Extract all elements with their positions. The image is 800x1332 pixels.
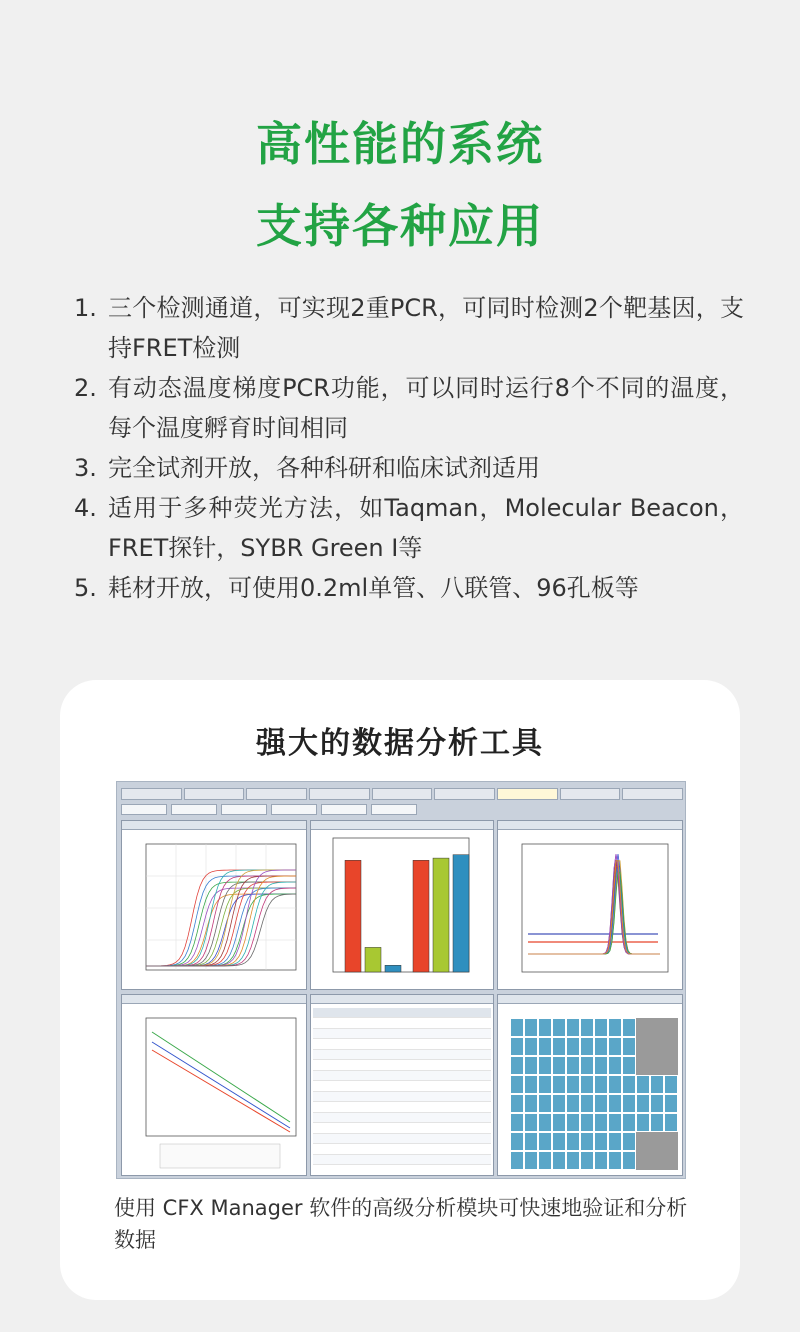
list-item xyxy=(74,448,744,488)
table-row xyxy=(313,1040,491,1050)
plate-well xyxy=(524,1094,538,1113)
bar-chart-panel xyxy=(310,820,494,990)
plate-well xyxy=(580,1018,594,1037)
tab xyxy=(246,788,307,800)
results-table-panel xyxy=(310,994,494,1176)
plate-well xyxy=(650,1056,664,1075)
plate-well xyxy=(594,1094,608,1113)
plate-well xyxy=(664,1151,678,1170)
tab xyxy=(121,788,182,800)
tab xyxy=(560,788,621,800)
tab xyxy=(309,788,370,800)
card-caption: 使用 CFX Manager 软件的高级分析模块可快速地验证和分析数据 xyxy=(114,1196,688,1252)
results-table xyxy=(311,1004,493,1174)
plate-well xyxy=(524,1037,538,1056)
tab xyxy=(622,788,683,800)
list-item-text: 耗材开放，可使用0.2ml单管、八联管、96孔板等 xyxy=(108,574,639,602)
amplification-chart xyxy=(122,830,306,988)
plate-well xyxy=(650,1075,664,1094)
plate-well xyxy=(594,1075,608,1094)
plate-well xyxy=(524,1132,538,1151)
plate-well xyxy=(510,1113,524,1132)
plate-well xyxy=(594,1056,608,1075)
plate-well xyxy=(594,1113,608,1132)
table-row xyxy=(313,1071,491,1081)
table-row xyxy=(313,1113,491,1123)
toolbar-control xyxy=(371,804,417,815)
panel-header xyxy=(311,821,493,830)
plate-well xyxy=(524,1018,538,1037)
table-row xyxy=(313,1008,491,1018)
plate-well xyxy=(566,1094,580,1113)
bar xyxy=(433,858,449,972)
plate-well xyxy=(566,1113,580,1132)
plate-well xyxy=(552,1151,566,1170)
list-item xyxy=(74,568,744,608)
plate-well xyxy=(538,1075,552,1094)
plate-well xyxy=(510,1132,524,1151)
plate-well xyxy=(622,1132,636,1151)
plate-well xyxy=(650,1037,664,1056)
plate-well xyxy=(636,1113,650,1132)
plate-well xyxy=(524,1151,538,1170)
plate-well xyxy=(622,1113,636,1132)
table-row xyxy=(313,1124,491,1134)
plate-well xyxy=(622,1075,636,1094)
tab xyxy=(372,788,433,800)
tab xyxy=(434,788,495,800)
plate-well xyxy=(510,1056,524,1075)
panel-header xyxy=(498,995,682,1004)
plate-well xyxy=(566,1075,580,1094)
amplification-panel xyxy=(121,820,307,990)
plate-well xyxy=(580,1151,594,1170)
card-title: 强大的数据分析工具 xyxy=(256,726,544,761)
table-row xyxy=(313,1019,491,1029)
plate-well xyxy=(650,1132,664,1151)
plate-well xyxy=(622,1094,636,1113)
page-title-line1: 高性能的系统 xyxy=(256,117,544,171)
tab-bar xyxy=(121,788,683,800)
plate-well xyxy=(566,1037,580,1056)
plate-well xyxy=(664,1018,678,1037)
panel-header xyxy=(311,995,493,1004)
list-item-text: 适用于多种荧光方法，如Taqman，Molecular Beacon，FRET探针，SYBR Green I等 xyxy=(108,494,744,562)
plate-well xyxy=(538,1094,552,1113)
plate-well xyxy=(608,1094,622,1113)
list-item-text: 完全试剂开放，各种科研和临床试剂适用 xyxy=(108,454,540,482)
bar-chart xyxy=(311,830,493,988)
feature-list xyxy=(74,288,744,608)
plate-well xyxy=(636,1151,650,1170)
plate-well xyxy=(552,1075,566,1094)
plate-well xyxy=(650,1094,664,1113)
plate-well xyxy=(524,1075,538,1094)
plate-well xyxy=(636,1075,650,1094)
plate-well xyxy=(510,1075,524,1094)
list-item-number: 3. xyxy=(74,454,97,482)
plate-well xyxy=(510,1018,524,1037)
list-item-text: 三个检测通道，可实现2重PCR，可同时检测2个靶基因，支持FRET检测 xyxy=(108,294,744,362)
list-item xyxy=(74,288,744,368)
list-item xyxy=(74,488,744,568)
plate-well xyxy=(510,1151,524,1170)
plate-well xyxy=(538,1037,552,1056)
table-row xyxy=(313,1061,491,1071)
panel-header xyxy=(122,995,306,1004)
plate-well xyxy=(566,1151,580,1170)
panel-header xyxy=(122,821,306,830)
toolbar-control xyxy=(321,804,367,815)
plate-well xyxy=(552,1094,566,1113)
plate-well xyxy=(538,1056,552,1075)
bar xyxy=(453,855,469,972)
software-screenshot xyxy=(116,781,686,1179)
plate-well xyxy=(580,1132,594,1151)
plate-well xyxy=(664,1037,678,1056)
plate-well xyxy=(664,1113,678,1132)
plate-well xyxy=(538,1151,552,1170)
plate-well xyxy=(608,1018,622,1037)
plate-well xyxy=(552,1018,566,1037)
plate-well xyxy=(608,1113,622,1132)
plate-well xyxy=(622,1037,636,1056)
toolbar-control xyxy=(271,804,317,815)
plate-well xyxy=(510,1094,524,1113)
plate-well xyxy=(552,1037,566,1056)
plate-well xyxy=(538,1018,552,1037)
toolbar-control xyxy=(121,804,167,815)
plate-well xyxy=(566,1056,580,1075)
plate-well xyxy=(650,1151,664,1170)
list-item-number: 1. xyxy=(74,294,97,322)
plate-well xyxy=(636,1037,650,1056)
standard-curve-chart xyxy=(122,1004,306,1174)
table-row xyxy=(313,1145,491,1155)
plate-well xyxy=(580,1094,594,1113)
plate-well xyxy=(566,1132,580,1151)
plate-well xyxy=(594,1151,608,1170)
plate-well xyxy=(552,1113,566,1132)
tab xyxy=(184,788,245,800)
table-row xyxy=(313,1155,491,1165)
plate-well xyxy=(552,1056,566,1075)
plot-frame xyxy=(146,844,296,970)
plate-well xyxy=(594,1132,608,1151)
plate-well xyxy=(580,1113,594,1132)
plate-well xyxy=(580,1075,594,1094)
plate-well xyxy=(594,1018,608,1037)
table-row xyxy=(313,1082,491,1092)
plate-view-panel xyxy=(497,994,683,1176)
plate-well xyxy=(524,1113,538,1132)
plate-well xyxy=(580,1056,594,1075)
table-row xyxy=(313,1029,491,1039)
bar xyxy=(413,860,429,972)
toolbar-control xyxy=(171,804,217,815)
list-item-number: 2. xyxy=(74,374,97,402)
plate-well xyxy=(608,1151,622,1170)
plate-grid xyxy=(498,1004,682,1174)
table-row xyxy=(313,1134,491,1144)
plate-well xyxy=(608,1037,622,1056)
plate-well xyxy=(622,1056,636,1075)
plate-well xyxy=(594,1037,608,1056)
plate-well xyxy=(650,1018,664,1037)
plate-well xyxy=(608,1075,622,1094)
plate-well xyxy=(664,1056,678,1075)
tab-active xyxy=(497,788,558,800)
plate-well xyxy=(538,1132,552,1151)
plate-well xyxy=(664,1075,678,1094)
plate-well xyxy=(622,1018,636,1037)
plate-well xyxy=(552,1132,566,1151)
list-item-number: 4. xyxy=(74,494,97,522)
table-row xyxy=(313,1050,491,1060)
bar xyxy=(345,860,361,972)
plate-well xyxy=(566,1018,580,1037)
melt-peak-chart xyxy=(498,830,682,988)
standard-curve-panel xyxy=(121,994,307,1176)
toolbar xyxy=(121,804,683,816)
plate-well xyxy=(636,1094,650,1113)
plate-well xyxy=(524,1056,538,1075)
plate-well xyxy=(636,1018,650,1037)
list-item-number: 5. xyxy=(74,574,97,602)
legend-box xyxy=(160,1144,280,1168)
bar xyxy=(365,947,381,972)
plot-frame xyxy=(522,844,668,972)
toolbar-control xyxy=(221,804,267,815)
plate-well xyxy=(580,1037,594,1056)
plate-well xyxy=(538,1113,552,1132)
analysis-card xyxy=(60,680,740,1300)
plate-well xyxy=(608,1132,622,1151)
plate-well xyxy=(510,1037,524,1056)
plate-well xyxy=(622,1151,636,1170)
table-row xyxy=(313,1092,491,1102)
plate-well xyxy=(608,1056,622,1075)
melt-peak-panel xyxy=(497,820,683,990)
plate-well xyxy=(664,1132,678,1151)
plate-well xyxy=(636,1056,650,1075)
plate-well xyxy=(664,1094,678,1113)
bar xyxy=(385,965,401,972)
table-row xyxy=(313,1103,491,1113)
list-item-text: 有动态温度梯度PCR功能，可以同时运行8个不同的温度，每个温度孵育时间相同 xyxy=(108,374,744,442)
plate-well xyxy=(636,1132,650,1151)
plate-well xyxy=(650,1113,664,1132)
page-title-line2: 支持各种应用 xyxy=(256,199,544,253)
list-item xyxy=(74,368,744,448)
panel-header xyxy=(498,821,682,830)
